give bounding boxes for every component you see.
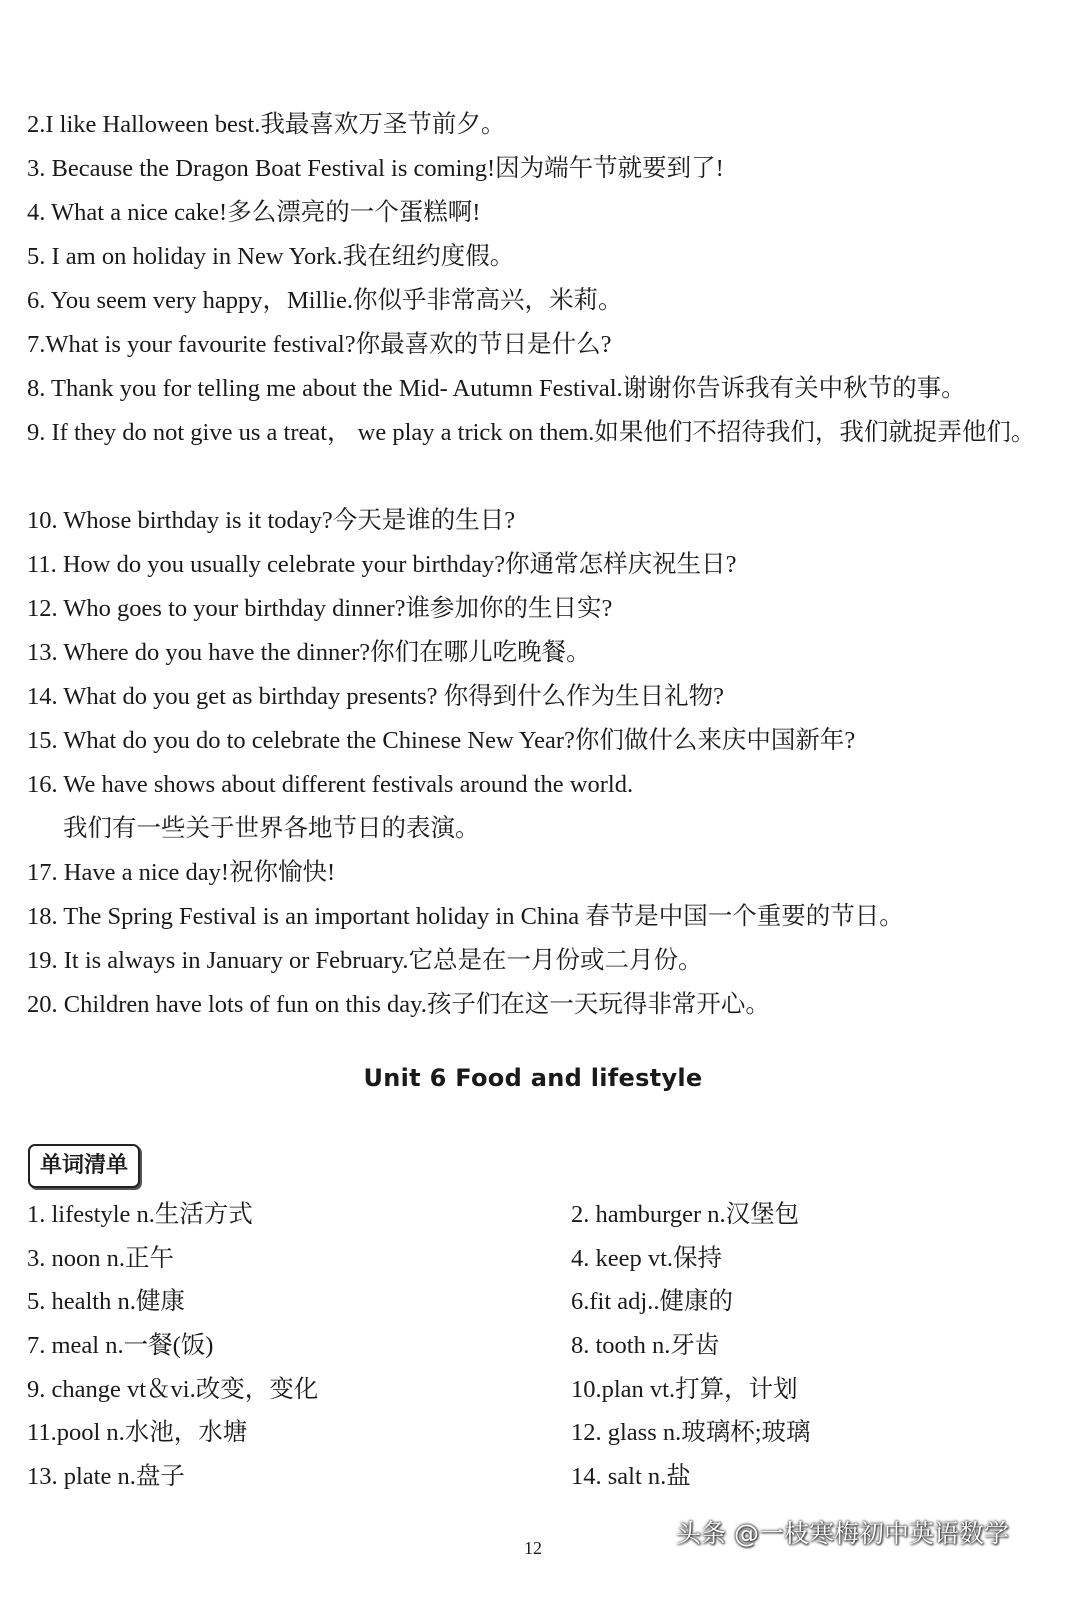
vocab-item: 5. health n.健康: [27, 1288, 185, 1316]
vocab-item: 2. hamburger n.汉堡包: [571, 1201, 800, 1228]
sentence-item: 3. Because the Dragon Boat Festival is coming!因为端午节就要到了!: [27, 155, 724, 182]
sentence-item: 5. I am on holiday in New York.我在纽约度假。: [27, 243, 515, 270]
vocab-item: 6.fit adj..健康的: [571, 1288, 733, 1316]
vocab-item: 12. glass n.玻璃杯;玻璃: [571, 1419, 811, 1447]
vocab-item: 9. change vt＆vi.改变，变化: [27, 1375, 319, 1403]
sentence-item: 11. How do you usually celebrate your birthday?你通常怎样庆祝生日?: [27, 551, 737, 578]
sentence-item: 12. Who goes to your birthday dinner?谁参加你的生日实?: [27, 595, 613, 622]
sentence-item: 17. Have a nice day!祝你愉快!: [27, 859, 336, 886]
sentence-list: [27, 103, 1067, 1027]
sentence-item: 16. We have shows about different festivals around the world.: [27, 771, 634, 798]
sentence-item: 20. Children have lots of fun on this day.孩子们在这一天玩得非常开心。: [27, 991, 770, 1018]
sentence-item: 18. The Spring Festival is an important holiday in China 春节是中国一个重要的节日。: [27, 903, 904, 930]
sentence-item: 10. Whose birthday is it today?今天是谁的生日?: [27, 507, 516, 534]
vocab-item: 13. plate n.盘子: [27, 1463, 185, 1491]
vocab-section-label: 单词清单: [28, 1144, 140, 1188]
page-number: 12: [524, 1538, 542, 1558]
sentence-item: 13. Where do you have the dinner?你们在哪儿吃晚餐。: [27, 639, 591, 666]
sentence-item: 19. It is always in January or February.它总是在一月份或二月份。: [27, 947, 703, 974]
unit-heading: Unit 6 Food and lifestyle: [363, 1064, 703, 1092]
sentence-item: 4. What a nice cake!多么漂亮的一个蛋糕啊!: [27, 199, 481, 226]
sentence-item: 2.I like Halloween best.我最喜欢万圣节前夕。: [27, 111, 506, 138]
sentence-translation-continued: 我们有一些关于世界各地节日的表演。: [63, 815, 480, 842]
sentence-item: 15. What do you do to celebrate the Chinese New Year?你们做什么来庆中国新年?: [27, 727, 856, 754]
vocab-item: 3. noon n.正午: [27, 1244, 174, 1272]
sentence-item: 6. You seem very happy，Millie.你似乎非常高兴，米莉。: [27, 287, 623, 314]
sentence-item: 7.What is your favourite festival?你最喜欢的节日是什么?: [27, 331, 612, 358]
vocab-item: 8. tooth n.牙齿: [571, 1332, 720, 1360]
vocab-item: 4. keep vt.保持: [571, 1244, 723, 1272]
vocab-item: 7. meal n.一餐(饭): [27, 1332, 214, 1360]
vocab-item: 10.plan vt.打算，计划: [571, 1375, 798, 1403]
sentence-item: 9. If they do not give us a treat， we play a trick on them.如果他们不招待我们，我们就捉弄他们。: [27, 419, 1036, 446]
vocab-item: 14. salt n.盐: [571, 1463, 691, 1491]
vocab-item: 11.pool n.水池，水塘: [27, 1419, 248, 1447]
sentence-item: 14. What do you get as birthday presents? 你得到什么作为生日礼物?: [27, 683, 725, 710]
sentence-item: 8. Thank you for telling me about the Mid- Autumn Festival.谢谢你告诉我有关中秋节的事。: [27, 375, 966, 402]
watermark: 头条 @一枝寒梅初中英语数学: [676, 1519, 1009, 1548]
vocab-list: [27, 1193, 1067, 1499]
vocab-item: 1. lifestyle n.生活方式: [27, 1201, 253, 1228]
